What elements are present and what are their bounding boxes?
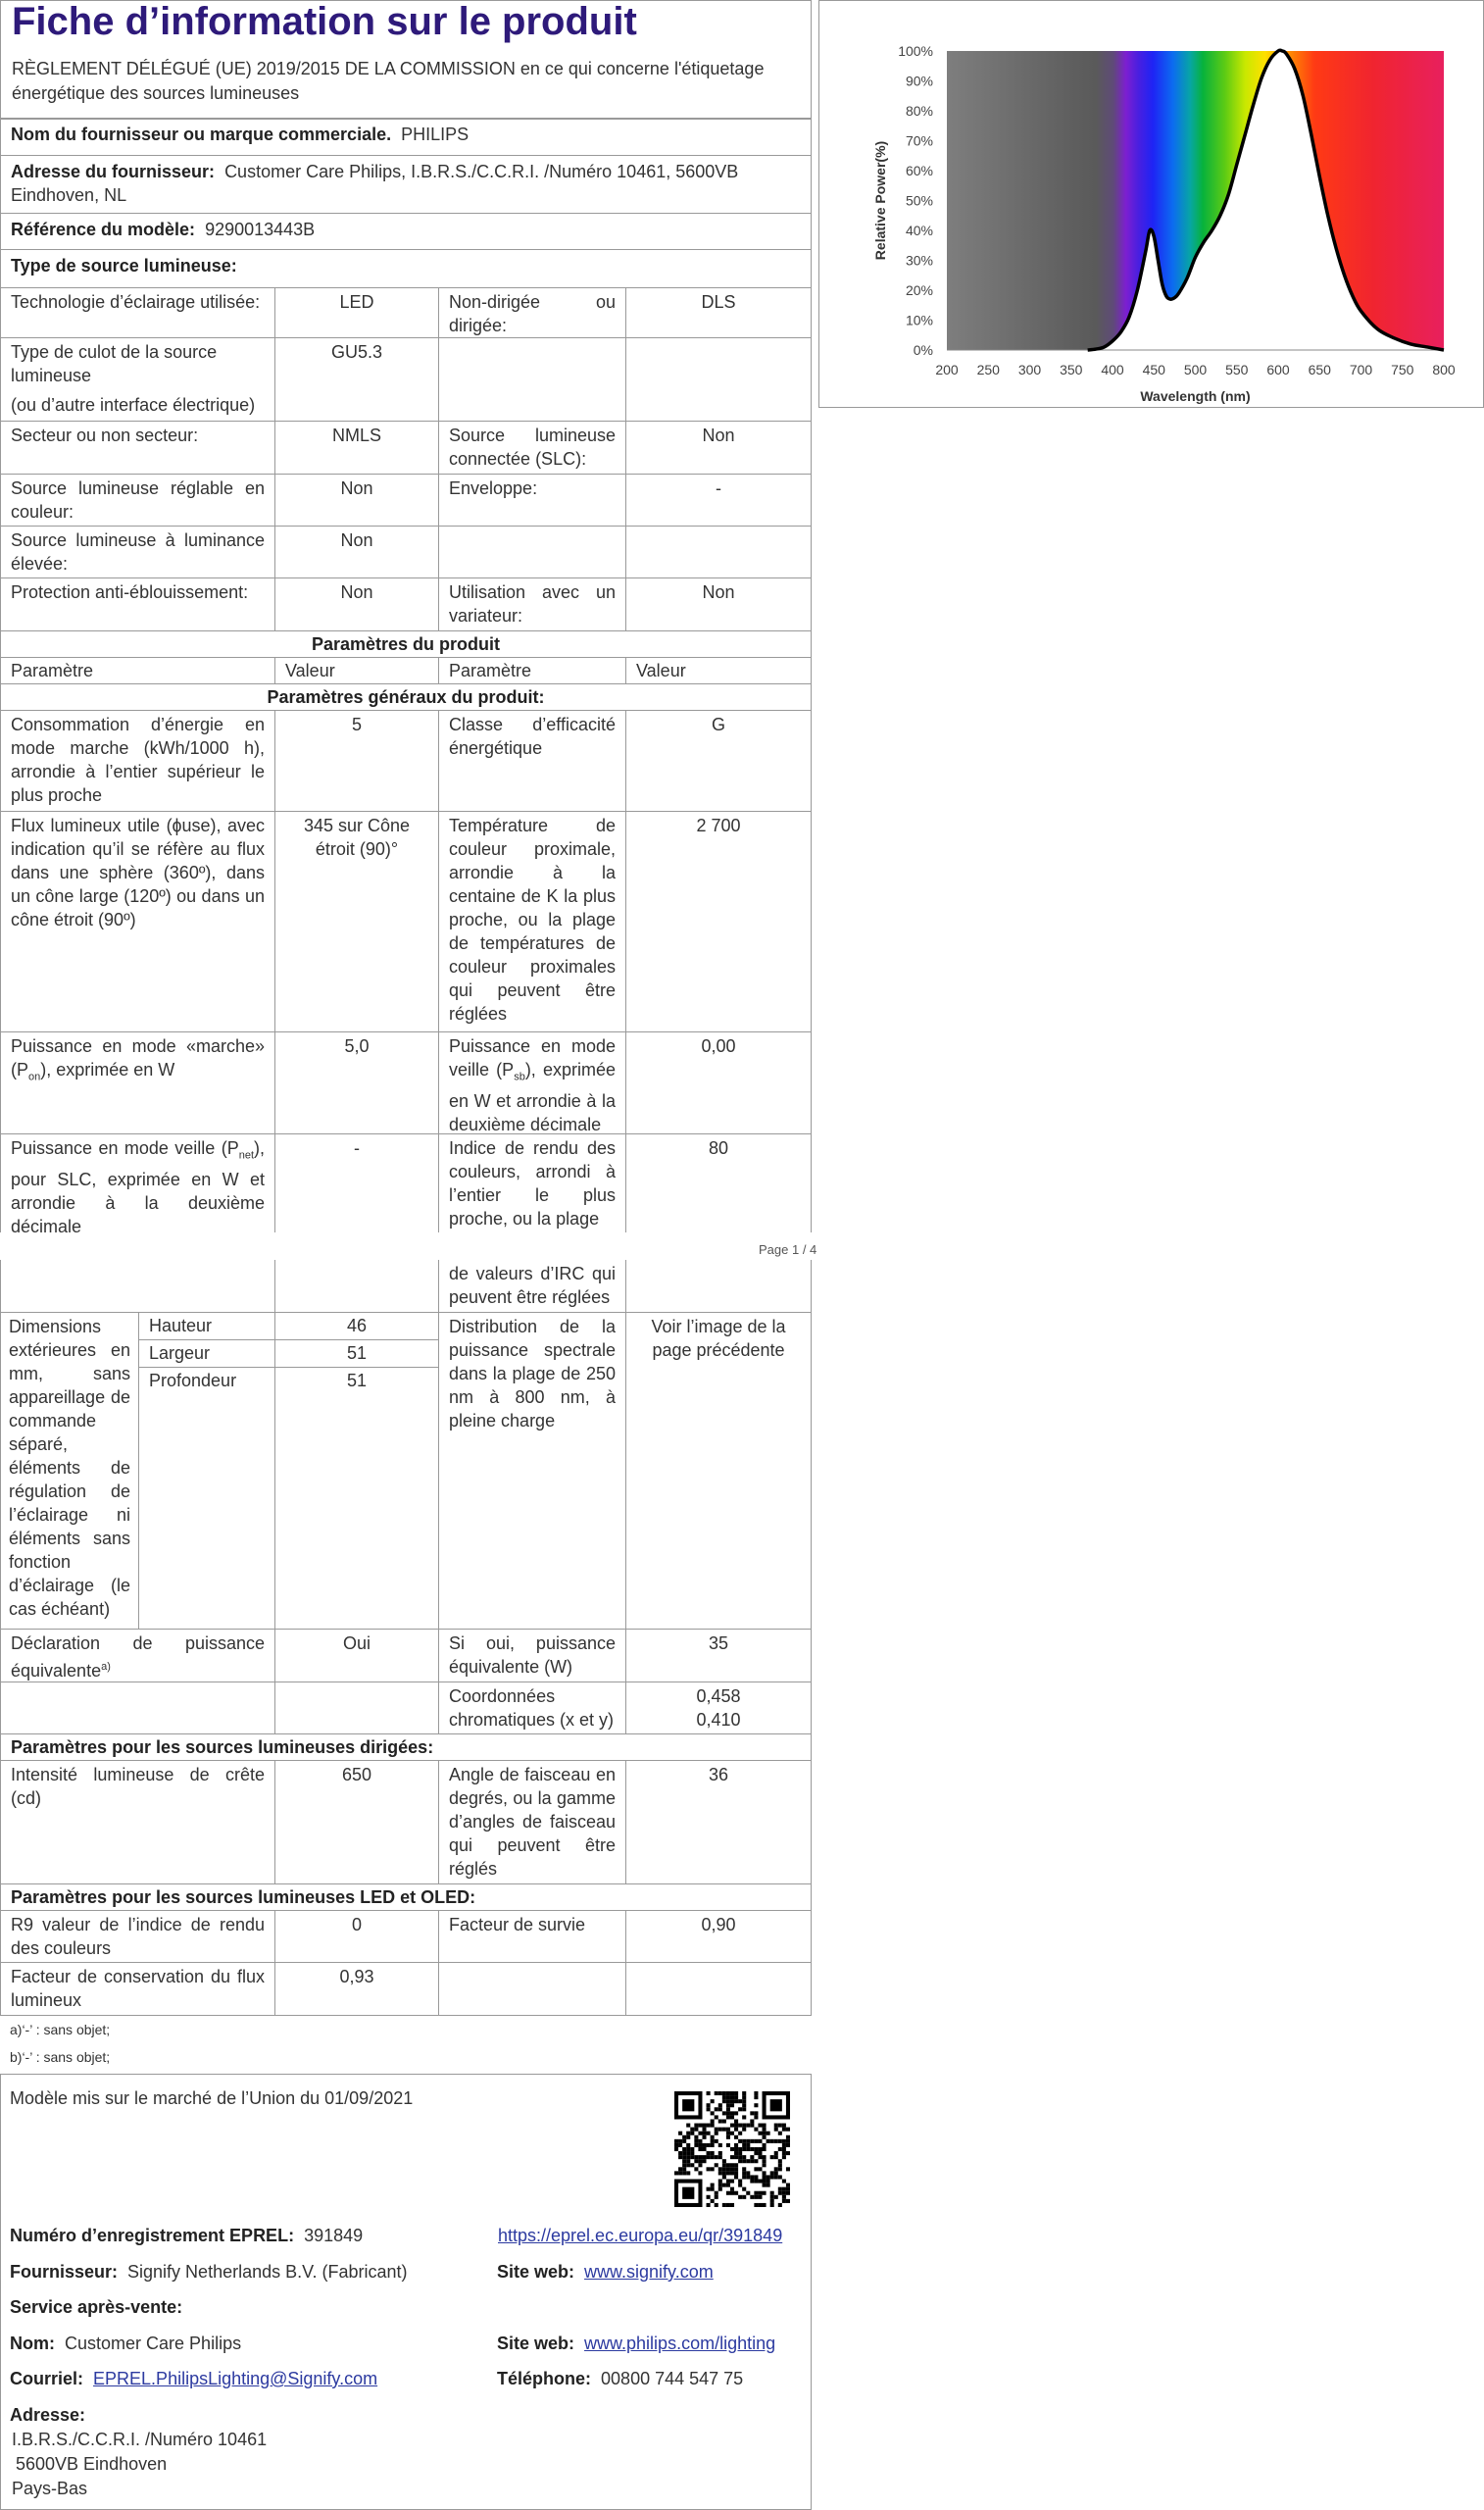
supplier-value: PHILIPS [401,125,470,144]
x-tick-label: 650 [1308,362,1331,377]
type-label-technology: Technologie d’éclairage utilisée: [0,287,275,338]
psb-label-b: ), exprimée en W et arrondie à la deuxième décimale [449,1060,616,1134]
supplier-footer-row [10,2262,408,2283]
general-params-title: Paramètres généraux du produit: [0,683,812,711]
depth-value: 51 [274,1367,439,1630]
y-tick-label: 80% [905,103,933,119]
x-tick-label: 450 [1142,362,1165,377]
pnet-value: - [274,1133,439,1232]
psb-label-a: Puissance en mode veille (P [449,1036,616,1079]
name-row [10,2334,241,2354]
width-value: 51 [274,1339,439,1368]
survival-label: Facteur de survie [438,1910,626,1963]
site-row [497,2262,714,2283]
type-label-envelope: Enveloppe: [438,474,626,527]
market-date: Modèle mis sur le marché de l’Union du 01/09/2021 [10,2088,414,2108]
y-tick-label: 30% [905,252,933,269]
type-value-technology: LED [274,287,439,338]
site2-row [497,2334,775,2354]
source-type-title: Type de source lumineuse: [0,249,812,288]
type-empty-4 [625,526,812,578]
y-tick-label: 20% [905,282,933,298]
class-label: Classe d’efficacité énergétique [438,710,626,812]
params-section-title: Paramètres du produit [0,630,812,658]
page-title: Fiche d’information sur le produit [12,0,637,43]
pon-label-a: Puissance en mode «marche» (P [11,1036,265,1079]
lumen-label: Facteur de conservation du flux lumineux [0,1962,275,2016]
equiv-label [0,1629,275,1682]
phone-label: Téléphone: [497,2369,592,2388]
directional-title: Paramètres pour les sources lumineuses dirigées: [0,1733,812,1761]
lumen-empty-1 [438,1962,626,2016]
type-empty-3 [438,526,626,578]
x-tick-label: 400 [1101,362,1124,377]
spectrum-chart [818,0,1484,408]
type-label-high-luminance: Source lumineuse à luminance élevée: [0,526,275,578]
address-label: Adresse du fournisseur: [11,162,216,181]
chroma-y: 0,410 [696,1710,741,1730]
type-value-high-luminance: Non [274,526,439,578]
y-tick-label: 10% [905,312,933,328]
x-tick-label: 500 [1183,362,1208,377]
p2-cont-b [274,1260,439,1313]
equiv-value: Oui [274,1629,439,1682]
peak-label: Intensité lumineuse de crête (cd) [0,1760,275,1884]
cap-label-line1: Type de culot de la source lumineuse [11,342,218,385]
eprel-row [10,2226,363,2246]
eprel-link[interactable]: https://eprel.ec.europa.eu/qr/391849 [498,2226,783,2245]
footer-supplier-label: Fournisseur: [10,2262,119,2282]
y-tick-label: 0% [913,342,933,358]
type-empty-1 [438,337,626,422]
height-value: 46 [274,1312,439,1340]
x-tick-label: 550 [1225,362,1249,377]
x-tick-label: 250 [976,362,1000,377]
lumen-value: 0,93 [274,1962,439,2016]
beam-value: 36 [625,1760,812,1884]
pnet-label [0,1133,275,1236]
beam-label: Angle de faisceau en degrés, ou la gamme d’angles de faisceau qui peuvent être réglés [438,1760,626,1884]
pon-value: 5,0 [274,1031,439,1134]
service-title: Service après-vente: [10,2297,183,2317]
equiv-label-text: Déclaration de puissance équivalente [11,1633,265,1681]
depth-label: Profondeur [138,1367,275,1630]
chroma-label: Coordonnées chromatiques (x et y) [438,1682,626,1734]
address-line-3: Pays-Bas [12,2479,88,2498]
spd-value: Voir l’image de la page précédente [625,1312,812,1630]
pon-label [0,1031,275,1134]
type-label-slc: Source lumineuse connectée (SLC): [438,421,626,475]
pon-label-b: ), exprimée en W [40,1060,175,1079]
name-value: Customer Care Philips [65,2334,242,2353]
flux-label: Flux lumineux utile (ɸuse), avec indication qu’il se réfère au flux dans une sphère (360º), dans un cône large (120º) ou dans un cône étroit (90º) [0,811,275,1032]
x-tick-label: 350 [1060,362,1083,377]
pon-sub: on [28,1071,41,1083]
type-value-color-tunable: Non [274,474,439,527]
type-value-anti-glare: Non [274,577,439,631]
r9-label: R9 valeur de l’indice de rendu des couleurs [0,1910,275,1963]
cri-value: 80 [625,1133,812,1232]
page-number: Page 1 / 4 [759,1242,817,1257]
type-value-mains: NMLS [274,421,439,475]
y-tick-label: 70% [905,132,933,149]
dims-label: Dimensions extérieures en mm, sans appareillage de commande séparé, éléments de régulation de l’éclairage ni éléments sans fonction d’éclairage (le cas échéant) [0,1312,139,1630]
phone-row [497,2369,743,2389]
cri-label-part1: Indice de rendu des couleurs, arrondi à l’entier le plus proche, ou la plage [438,1133,626,1232]
phone-value: 00800 744 547 75 [601,2369,744,2388]
cct-value: 2 700 [625,811,812,1032]
energy-value: 5 [274,710,439,812]
col-param-1: Paramètre [0,657,275,684]
footnote-a: a)‘-’ : sans objet; [10,2022,111,2037]
psb-sub: sb [514,1071,525,1083]
type-value-slc: Non [625,421,812,475]
chroma-empty-1 [0,1682,275,1734]
y-axis-label: Relative Power(%) [872,140,888,261]
type-value-dimmer: Non [625,577,812,631]
supplier-row [0,118,812,156]
address-value: Customer Care Philips, I.B.R.S./C.C.R.I. /Numéro 10461, 5600VB Eindhoven, NL [11,162,739,205]
site2-link[interactable]: www.philips.com/lighting [584,2334,776,2353]
type-value-cap: GU5.3 [274,337,439,422]
email-link[interactable]: EPREL.PhilipsLighting@Signify.com [93,2369,378,2388]
address-line-1: I.B.R.S./C.C.R.I. /Numéro 10461 [12,2430,268,2449]
spd-label: Distribution de la puissance spectrale dans la plage de 250 nm à 800 nm, à pleine charge [438,1312,626,1630]
type-label-cap [0,337,275,422]
height-label: Hauteur [138,1312,275,1340]
qr-code [674,2091,790,2207]
type-value-directional: DLS [625,287,812,338]
cap-label-line2: (ou d’autre interface électrique) [11,395,256,415]
equiv-w-value: 35 [625,1629,812,1682]
y-tick-label: 40% [905,223,933,238]
p2-cont-d [625,1260,812,1313]
site-label: Site web: [497,2262,575,2282]
footnote-b: b)‘-’ : sans objet; [10,2049,111,2065]
x-tick-label: 300 [1017,362,1042,377]
address-line-2: 5600VB Eindhoven [16,2454,168,2474]
eprel-label: Numéro d’enregistrement EPREL: [10,2226,295,2245]
address-row [0,155,812,214]
y-tick-label: 50% [905,192,933,209]
led-title: Paramètres pour les sources lumineuses LED et OLED: [0,1883,812,1911]
psb-value: 0,00 [625,1031,812,1134]
regulation-text: RÈGLEMENT DÉLÉGUÉ (UE) 2019/2015 DE LA COMMISSION en ce qui concerne l'étiquetage énergétique des sources lumineuses [12,59,765,103]
energy-label: Consommation d’énergie en mode marche (kWh/1000 h), arrondie à l’entier supérieur le plus proche [0,710,275,812]
chroma-value [625,1682,812,1734]
name-label: Nom: [10,2334,55,2353]
cri-label-part2: de valeurs d’IRC qui peuvent être réglées [438,1260,626,1313]
y-tick-label: 100% [898,43,933,59]
r9-value: 0 [274,1910,439,1963]
equiv-sup: a) [101,1661,111,1673]
x-tick-label: 750 [1391,362,1414,377]
email-row [10,2369,377,2389]
flux-value: 345 sur Cône étroit (90)° [274,811,439,1032]
eprel-value: 391849 [304,2226,364,2245]
type-value-envelope: - [625,474,812,527]
p2-cont-a [0,1260,275,1313]
survival-value: 0,90 [625,1910,812,1963]
y-tick-label: 90% [905,73,933,89]
footer-supplier-value: Signify Netherlands B.V. (Fabricant) [127,2262,408,2282]
lumen-empty-2 [625,1962,812,2016]
x-axis-label: Wavelength (nm) [1140,388,1251,404]
x-tick-label: 600 [1266,362,1290,377]
site2-label: Site web: [497,2334,575,2353]
peak-value: 650 [274,1760,439,1884]
psb-label [438,1031,626,1134]
x-tick-label: 800 [1432,362,1456,377]
class-value: G [625,710,812,812]
col-value-1: Valeur [274,657,439,684]
y-tick-label: 60% [905,163,933,178]
chroma-empty-2 [274,1682,439,1734]
model-row [0,213,812,250]
address-title: Adresse: [10,2405,86,2425]
type-empty-2 [625,337,812,422]
x-tick-label: 200 [935,362,959,377]
model-value: 9290013443B [205,220,316,239]
pnet-sub: net [238,1149,254,1162]
x-tick-label: 700 [1349,362,1373,377]
pnet-label-a: Puissance en mode veille (P [11,1138,239,1158]
width-label: Largeur [138,1339,275,1368]
pnet-label-b: ), pour SLC, exprimée en W et arrondie à la deuxième décimale [11,1138,265,1236]
type-label-anti-glare: Protection anti-éblouissement: [0,577,275,631]
cct-label: Température de couleur proximale, arrondie à la centaine de K la plus proche, ou la plage de températures de couleur proximales qui peuvent être réglées [438,811,626,1032]
type-label-dimmer: Utilisation avec un variateur: [438,577,626,631]
email-label: Courriel: [10,2369,84,2388]
equiv-w-label: Si oui, puissance équivalente (W) [438,1629,626,1682]
type-label-directional: Non-dirigée ou dirigée: [438,287,626,338]
col-param-2: Paramètre [438,657,626,684]
type-label-color-tunable: Source lumineuse réglable en couleur: [0,474,275,527]
supplier-label: Nom du fournisseur ou marque commerciale. [11,125,392,144]
col-value-2: Valeur [625,657,812,684]
model-label: Référence du modèle: [11,220,196,239]
chroma-x: 0,458 [696,1686,741,1706]
site-link[interactable]: www.signify.com [584,2262,714,2282]
type-label-mains: Secteur ou non secteur: [0,421,275,475]
